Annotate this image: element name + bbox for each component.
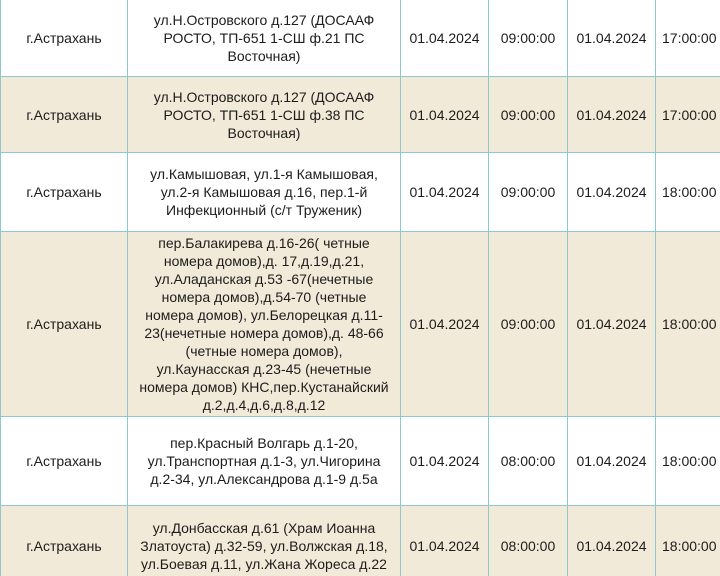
- end-time-cell: 18:00:00: [656, 506, 720, 576]
- start-date-cell: 01.04.2024: [401, 506, 489, 576]
- start-time-cell: 09:00:00: [489, 232, 568, 417]
- city-cell: г.Астрахань: [1, 77, 128, 153]
- city-cell: г.Астрахань: [1, 153, 128, 232]
- table-row: [1, 0, 720, 77]
- end-time-cell: 18:00:00: [656, 232, 720, 417]
- table-row: [1, 153, 720, 232]
- address-cell: ул.Н.Островского д.127 (ДОСААФ РОСТО, ТП-651 1-СШ ф.21 ПС Восточная): [128, 0, 401, 77]
- address-cell: пер.Красный Волгарь д.1-20, ул.Транспортная д.1-3, ул.Чигорина д.2-34, ул.Александрова д.1-9 д.5а: [128, 417, 401, 506]
- city-cell: г.Астрахань: [1, 417, 128, 506]
- end-date-cell: 01.04.2024: [568, 153, 656, 232]
- table-row: [1, 232, 720, 417]
- table-row: [1, 77, 720, 153]
- city-cell: г.Астрахань: [1, 0, 128, 77]
- start-time-cell: 09:00:00: [489, 77, 568, 153]
- address-cell: пер.Балакирева д.16-26( четные номера домов),д. 17,д.19,д.21, ул.Аладанская д.53 -67(нечетные номера домов),д.54-70 (четные номера домов), ул.Белорецкая д.11-23(нечетные номера домов),д. 48-66 (четные номера домов), ул.Каунасская д.23-45 (нечетные номера домов) КНС,пер.Кустанайский д.2,д.4,д.6,д.8,д.12: [128, 232, 401, 417]
- city-cell: г.Астрахань: [1, 232, 128, 417]
- end-time-cell: 17:00:00: [656, 0, 720, 77]
- start-time-cell: 08:00:00: [489, 417, 568, 506]
- start-time-cell: 08:00:00: [489, 506, 568, 576]
- start-date-cell: 01.04.2024: [401, 232, 489, 417]
- end-date-cell: 01.04.2024: [568, 232, 656, 417]
- start-date-cell: 01.04.2024: [401, 417, 489, 506]
- address-cell: ул.Камышовая, ул.1-я Камышовая, ул.2-я Камышовая д.16, пер.1-й Инфекционный (с/т Труженик): [128, 153, 401, 232]
- end-time-cell: 18:00:00: [656, 153, 720, 232]
- end-date-cell: 01.04.2024: [568, 506, 656, 576]
- table-row: [1, 506, 720, 576]
- end-time-cell: 17:00:00: [656, 77, 720, 153]
- address-cell: ул.Н.Островского д.127 (ДОСААФ РОСТО, ТП-651 1-СШ ф.38 ПС Восточная): [128, 77, 401, 153]
- address-cell: ул.Донбасская д.61 (Храм Иоанна Златоуста) д.32-59, ул.Волжская д.18, ул.Боевая д.11, ул.Жана Жореса д.22: [128, 506, 401, 576]
- start-date-cell: 01.04.2024: [401, 0, 489, 77]
- table-row: [1, 417, 720, 506]
- end-date-cell: 01.04.2024: [568, 0, 656, 77]
- end-date-cell: 01.04.2024: [568, 417, 656, 506]
- end-date-cell: 01.04.2024: [568, 77, 656, 153]
- start-date-cell: 01.04.2024: [401, 77, 489, 153]
- start-time-cell: 09:00:00: [489, 153, 568, 232]
- city-cell: г.Астрахань: [1, 506, 128, 576]
- start-time-cell: 09:00:00: [489, 0, 568, 77]
- end-time-cell: 18:00:00: [656, 417, 720, 506]
- start-date-cell: 01.04.2024: [401, 153, 489, 232]
